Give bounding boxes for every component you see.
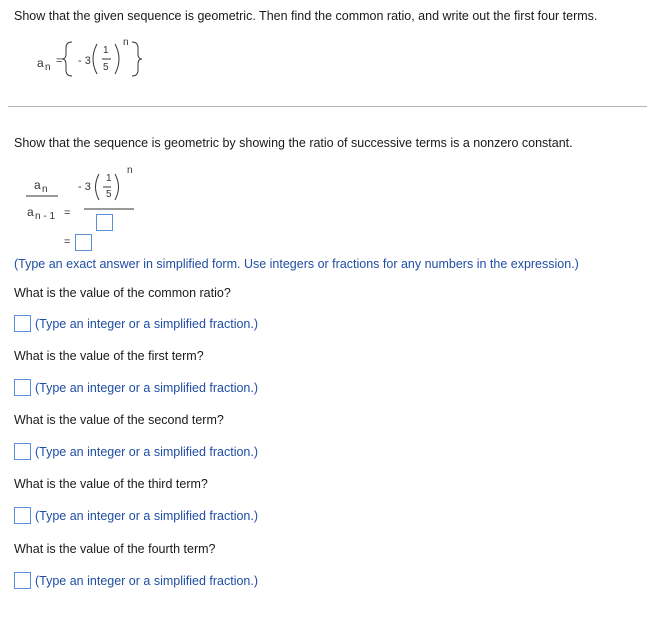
simplified-ratio-input[interactable] [75, 234, 92, 251]
ratio-frac-den: 5 [106, 189, 112, 200]
second-term-hint: (Type an integer or a simplified fraction.) [35, 445, 259, 459]
seq-exp: n [123, 37, 129, 48]
common-ratio-label: What is the value of the common ratio? [14, 286, 231, 300]
simplified-equals: = [64, 236, 71, 248]
first-term-label: What is the value of the first term? [14, 349, 204, 363]
simplified-hint: (Type an exact answer in simplified form. Use integers or fractions for any numbers in the expression.) [14, 257, 579, 271]
seq-frac-num: 1 [103, 45, 109, 56]
seq-sub: n [45, 62, 51, 73]
seq-equals: = [56, 55, 63, 67]
third-term-label: What is the value of the third term? [14, 477, 208, 491]
seq-frac-den: 5 [103, 62, 109, 73]
seq-brackets [60, 36, 155, 82]
ratio-num-var: a [34, 178, 41, 192]
seq-var: a [37, 56, 44, 70]
ratio-num-sub: n [42, 184, 48, 195]
third-term-hint: (Type an integer or a simplified fraction.) [35, 509, 259, 523]
first-term-input[interactable] [14, 379, 31, 396]
ratio-right-frac [84, 168, 144, 218]
problem-instruction: Show that the given sequence is geometric. Then find the common ratio, and write out the first four terms. [14, 9, 598, 23]
work-intro: Show that the sequence is geometric by showing the ratio of successive terms is a nonzero constant. [14, 136, 573, 150]
ratio-frac-num: 1 [106, 173, 112, 184]
common-ratio-hint: (Type an integer or a simplified fraction.) [35, 317, 259, 331]
ratio-denominator-input[interactable] [96, 214, 113, 231]
common-ratio-input[interactable] [14, 315, 31, 332]
first-term-hint: (Type an integer or a simplified fraction.) [35, 381, 259, 395]
fourth-term-label: What is the value of the fourth term? [14, 542, 216, 556]
ratio-den-sub: n - 1 [35, 211, 56, 222]
ratio-coef: - 3 [78, 181, 91, 193]
divider [8, 106, 647, 107]
fourth-term-hint: (Type an integer or a simplified fraction.) [35, 574, 259, 588]
third-term-input[interactable] [14, 507, 31, 524]
second-term-input[interactable] [14, 443, 31, 460]
fourth-term-input[interactable] [14, 572, 31, 589]
second-term-label: What is the value of the second term? [14, 413, 224, 427]
ratio-den-var: a [27, 205, 34, 219]
ratio-equals: = [64, 207, 71, 219]
ratio-left-bar [24, 194, 64, 198]
ratio-exp: n [127, 165, 133, 176]
seq-coef: - 3 [78, 55, 91, 67]
